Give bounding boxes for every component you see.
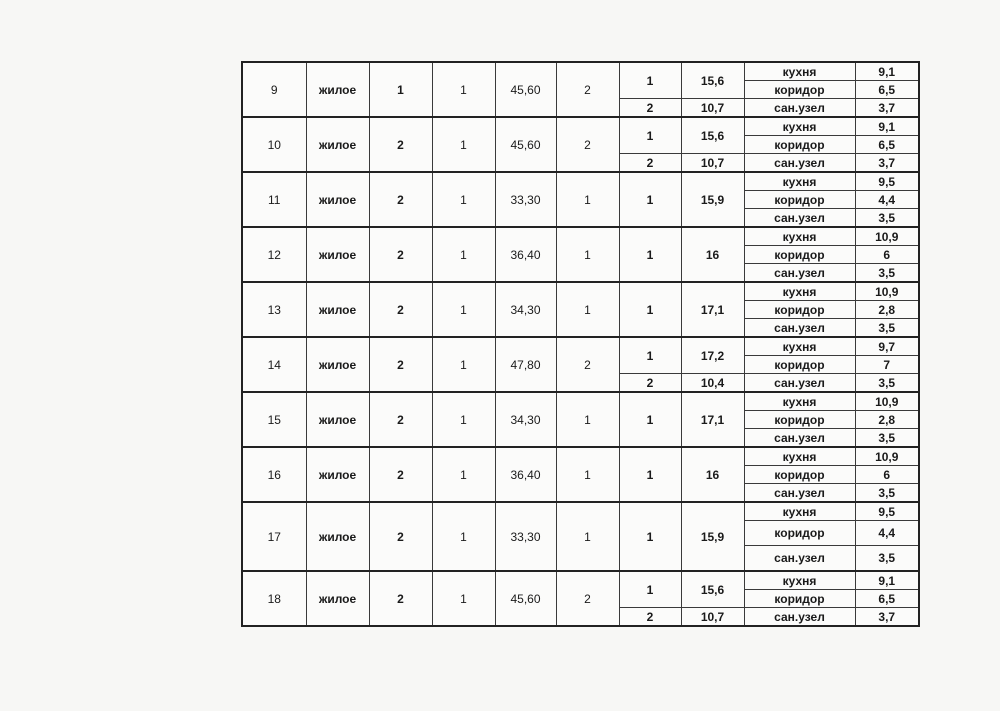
total-area-cell: 34,30 [495,392,556,447]
col4-cell: 1 [432,282,495,337]
apartment-number-cell: 18 [242,571,306,626]
total-area-cell: 33,30 [495,172,556,227]
aux-room-area-cell: 3,7 [855,99,919,118]
room-count-cell: 2 [556,571,619,626]
room-area-cell: 15,6 [681,62,744,99]
room-area-cell: 10,7 [681,154,744,173]
aux-room-name-cell: сан.узел [744,484,855,503]
aux-room-area-cell: 9,1 [855,117,919,136]
apartment-number-cell: 13 [242,282,306,337]
aux-room-area-cell: 10,9 [855,282,919,301]
table-row [242,62,919,81]
aux-room-name-cell: коридор [744,191,855,209]
aux-room-area-cell: 4,4 [855,191,919,209]
aux-room-area-cell: 6,5 [855,590,919,608]
aux-room-name-cell: сан.узел [744,209,855,228]
aux-room-name-cell: коридор [744,81,855,99]
room-area-cell: 16 [681,447,744,502]
apartment-number-cell: 17 [242,502,306,571]
col3-cell: 2 [369,227,432,282]
total-area-cell: 36,40 [495,447,556,502]
aux-room-area-cell: 6,5 [855,136,919,154]
room-number-cell: 1 [619,282,681,337]
room-area-cell: 17,2 [681,337,744,374]
apartment-number-cell: 10 [242,117,306,172]
total-area-cell: 45,60 [495,62,556,117]
table-row [242,227,919,246]
col3-cell: 2 [369,571,432,626]
total-area-cell: 47,80 [495,337,556,392]
aux-room-area-cell: 9,1 [855,571,919,590]
aux-room-name-cell: коридор [744,466,855,484]
room-number-cell: 2 [619,608,681,627]
document-sheet [241,61,918,627]
room-area-cell: 17,1 [681,392,744,447]
col4-cell: 1 [432,62,495,117]
aux-room-name-cell: сан.узел [744,546,855,572]
col3-cell: 2 [369,502,432,571]
room-count-cell: 1 [556,392,619,447]
aux-room-area-cell: 3,5 [855,209,919,228]
aux-room-name-cell: коридор [744,356,855,374]
table-row [242,571,919,590]
room-number-cell: 1 [619,62,681,99]
aux-room-name-cell: коридор [744,590,855,608]
col3-cell: 2 [369,282,432,337]
aux-room-name-cell: сан.узел [744,608,855,627]
room-number-cell: 1 [619,571,681,608]
total-area-cell: 45,60 [495,571,556,626]
table-row [242,392,919,411]
col3-cell: 2 [369,392,432,447]
room-count-cell: 1 [556,172,619,227]
table-row [242,172,919,191]
col3-cell: 2 [369,447,432,502]
aux-room-area-cell: 3,5 [855,374,919,393]
room-area-cell: 17,1 [681,282,744,337]
aux-room-name-cell: кухня [744,282,855,301]
room-number-cell: 2 [619,154,681,173]
room-area-cell: 15,6 [681,571,744,608]
apartment-number-cell: 9 [242,62,306,117]
aux-room-area-cell: 3,5 [855,264,919,283]
room-count-cell: 2 [556,117,619,172]
aux-room-area-cell: 10,9 [855,227,919,246]
aux-room-name-cell: коридор [744,246,855,264]
apartment-type-cell: жилое [306,282,369,337]
total-area-cell: 33,30 [495,502,556,571]
col4-cell: 1 [432,447,495,502]
col4-cell: 1 [432,337,495,392]
table-row [242,337,919,356]
aux-room-area-cell: 2,8 [855,411,919,429]
apartment-number-cell: 14 [242,337,306,392]
room-area-cell: 10,7 [681,608,744,627]
apartment-number-cell: 12 [242,227,306,282]
room-number-cell: 2 [619,374,681,393]
aux-room-area-cell: 10,9 [855,447,919,466]
room-number-cell: 1 [619,117,681,154]
room-number-cell: 2 [619,99,681,118]
aux-room-name-cell: сан.узел [744,429,855,448]
apartment-number-cell: 16 [242,447,306,502]
room-number-cell: 1 [619,337,681,374]
room-count-cell: 1 [556,227,619,282]
aux-room-area-cell: 2,8 [855,301,919,319]
col4-cell: 1 [432,502,495,571]
aux-room-area-cell: 3,5 [855,484,919,503]
aux-room-name-cell: сан.узел [744,264,855,283]
aux-room-name-cell: коридор [744,411,855,429]
total-area-cell: 45,60 [495,117,556,172]
apartment-type-cell: жилое [306,172,369,227]
aux-room-name-cell: кухня [744,62,855,81]
room-area-cell: 15,9 [681,172,744,227]
aux-room-area-cell: 3,5 [855,429,919,448]
apartment-type-cell: жилое [306,392,369,447]
room-count-cell: 2 [556,337,619,392]
room-area-cell: 16 [681,227,744,282]
apartment-number-cell: 11 [242,172,306,227]
col3-cell: 2 [369,117,432,172]
aux-room-name-cell: кухня [744,502,855,521]
col4-cell: 1 [432,172,495,227]
aux-room-name-cell: коридор [744,136,855,154]
aux-room-name-cell: коридор [744,301,855,319]
aux-room-area-cell: 3,5 [855,546,919,572]
aux-room-area-cell: 7 [855,356,919,374]
aux-room-name-cell: кухня [744,447,855,466]
aux-room-area-cell: 6 [855,246,919,264]
aux-room-area-cell: 9,7 [855,337,919,356]
room-number-cell: 1 [619,502,681,571]
aux-room-name-cell: кухня [744,172,855,191]
aux-room-area-cell: 9,5 [855,172,919,191]
col3-cell: 2 [369,337,432,392]
table-row [242,447,919,466]
col4-cell: 1 [432,227,495,282]
room-number-cell: 1 [619,227,681,282]
apartment-type-cell: жилое [306,447,369,502]
aux-room-name-cell: сан.узел [744,154,855,173]
col4-cell: 1 [432,571,495,626]
room-area-cell: 15,9 [681,502,744,571]
aux-room-name-cell: сан.узел [744,374,855,393]
aux-room-area-cell: 10,9 [855,392,919,411]
col4-cell: 1 [432,392,495,447]
apartment-number-cell: 15 [242,392,306,447]
apartment-type-cell: жилое [306,337,369,392]
aux-room-name-cell: кухня [744,571,855,590]
room-count-cell: 1 [556,447,619,502]
aux-room-area-cell: 6,5 [855,81,919,99]
total-area-cell: 36,40 [495,227,556,282]
apartment-type-cell: жилое [306,227,369,282]
room-count-cell: 2 [556,62,619,117]
aux-room-name-cell: коридор [744,521,855,546]
col3-cell: 1 [369,62,432,117]
aux-room-name-cell: сан.узел [744,99,855,118]
table-body [242,62,919,626]
apartment-type-cell: жилое [306,62,369,117]
aux-room-name-cell: кухня [744,337,855,356]
aux-room-name-cell: кухня [744,227,855,246]
room-count-cell: 1 [556,502,619,571]
total-area-cell: 34,30 [495,282,556,337]
aux-room-area-cell: 3,5 [855,319,919,338]
room-number-cell: 1 [619,447,681,502]
aux-room-area-cell: 9,5 [855,502,919,521]
aux-room-area-cell: 4,4 [855,521,919,546]
table-row [242,502,919,521]
room-number-cell: 1 [619,172,681,227]
room-area-cell: 10,4 [681,374,744,393]
apartment-type-cell: жилое [306,502,369,571]
table-row [242,282,919,301]
room-area-cell: 10,7 [681,99,744,118]
col4-cell: 1 [432,117,495,172]
apartment-type-cell: жилое [306,571,369,626]
room-count-cell: 1 [556,282,619,337]
aux-room-area-cell: 9,1 [855,62,919,81]
aux-room-name-cell: кухня [744,117,855,136]
aux-room-area-cell: 3,7 [855,608,919,627]
table-row [242,117,919,136]
aux-room-area-cell: 3,7 [855,154,919,173]
apartment-type-cell: жилое [306,117,369,172]
aux-room-name-cell: сан.узел [744,319,855,338]
aux-room-name-cell: кухня [744,392,855,411]
room-area-cell: 15,6 [681,117,744,154]
apartments-table [241,61,920,627]
aux-room-area-cell: 6 [855,466,919,484]
room-number-cell: 1 [619,392,681,447]
col3-cell: 2 [369,172,432,227]
